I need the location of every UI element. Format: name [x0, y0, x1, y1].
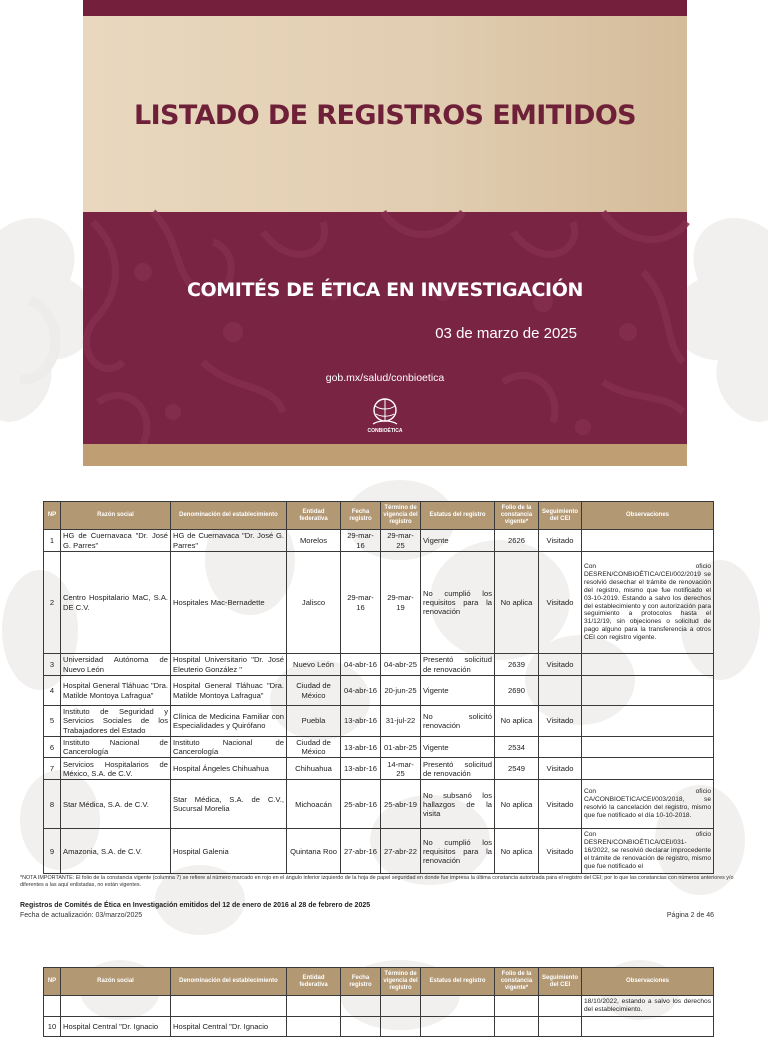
table-row [44, 676, 714, 706]
cell-razon-social: Centro Hospitalario MaC, S.A. DE C.V. [61, 552, 171, 654]
cell-np: 1 [44, 530, 61, 552]
registry-table [43, 501, 714, 874]
cell-seguimiento: Visitado [539, 706, 582, 737]
header-np: NP [44, 502, 61, 530]
cover-url: gob.mx/salud/conbioetica [325, 372, 445, 384]
cell-termino-vigencia: 01-abr-25 [381, 737, 421, 758]
cell-seguimiento: Visitado [539, 552, 582, 654]
header-folio: Folio de la constancia vigente* [495, 502, 539, 530]
header-estatus: Estatus del registro [421, 968, 495, 996]
table-row [44, 829, 714, 874]
cell-seguimiento: Visitado [539, 780, 582, 829]
table-row [44, 654, 714, 676]
cell-folio: 2549 [495, 758, 539, 780]
cell-entidad: Ciudad de México [287, 676, 341, 706]
cell-estatus: Presentó solicitud de renovación [421, 758, 495, 780]
cell-denominacion: Hospital Universitario "Dr. José Eleuterio González " [171, 654, 287, 676]
cell-np: 5 [44, 706, 61, 737]
table-row [44, 1017, 714, 1037]
header-denominacion: Denominación del establecimiento [171, 502, 287, 530]
header-folio: Folio de la constancia vigente* [495, 968, 539, 996]
cover-subtitle: COMITÉS DE ÉTICA EN INVESTIGACIÓN [187, 279, 583, 301]
cell-seguimiento [539, 1017, 582, 1037]
page-number: Página 2 de 46 [666, 912, 714, 919]
registry-page [0, 470, 768, 928]
cell-observaciones [582, 676, 714, 706]
cell-np: 4 [44, 676, 61, 706]
header-observaciones: Observaciones [582, 502, 714, 530]
cell-observaciones [582, 654, 714, 676]
cell-denominacion: Hospital Ángeles Chihuahua [171, 758, 287, 780]
cell-np [44, 996, 61, 1017]
cell-entidad: Puebla [287, 706, 341, 737]
cell-observaciones: 18/10/2022, estando a salvo los derechos del establecimiento. [582, 996, 714, 1017]
cover-logo-text: CONBIOÉTICA [367, 428, 403, 434]
footer-update-date: Fecha de actualización: 03/marzo/2025 [20, 912, 143, 919]
cell-termino-vigencia [381, 996, 421, 1017]
table-row [44, 758, 714, 780]
cell-fecha-registro: 29-mar-16 [341, 530, 381, 552]
cell-fecha-registro: 04-abr-16 [341, 676, 381, 706]
cell-denominacion: Star Médica, S.A. de C.V., Sucursal Morelia [171, 780, 287, 829]
cell-fecha-registro: 13-abr-16 [341, 737, 381, 758]
cell-fecha-registro: 29-mar-16 [341, 552, 381, 654]
cell-entidad: Chihuahua [287, 758, 341, 780]
cell-observaciones [582, 1017, 714, 1037]
cell-entidad [287, 996, 341, 1017]
cell-termino-vigencia [381, 1017, 421, 1037]
table-header-row [44, 968, 714, 996]
cell-razon-social: Universidad Autónoma de Nuevo León [61, 654, 171, 676]
cell-razon-social: Star Médica, S.A. de C.V. [61, 780, 171, 829]
cell-estatus [421, 1017, 495, 1037]
cell-fecha-registro [341, 1017, 381, 1037]
cell-observaciones [582, 530, 714, 552]
cell-estatus: No solicitó renovación [421, 706, 495, 737]
cell-entidad: Ciudad de México [287, 737, 341, 758]
cell-razon-social: Hospital Central "Dr. Ignacio [61, 1017, 171, 1037]
cell-np: 3 [44, 654, 61, 676]
header-entidad: Entidad federativa [287, 502, 341, 530]
cell-fecha-registro: 13-abr-16 [341, 706, 381, 737]
header-razon-social: Razón social [61, 968, 171, 996]
cell-observaciones: Con oficio DESREN/CONBIOÉTICA/CEI/002/2019 se resolvió desechar el trámite de renovación del registro, mismo que fue notificado el 03-10-2019. Estando a salvo los derechos del establecimiento y con autorización para seguimiento a protocolos hasta el 31/12/19, sin objeciones o solicitud de pago alguno para la transferencia a otros CEI con registro vigente. [582, 552, 714, 654]
cell-entidad: Quintana Roo [287, 829, 341, 874]
cell-fecha-registro: 25-abr-16 [341, 780, 381, 829]
cell-razon-social: HG de Cuernavaca "Dr. José G. Parres" [61, 530, 171, 552]
header-termino-vigencia: Término de vigencia del registro [381, 502, 421, 530]
cell-observaciones [582, 737, 714, 758]
cell-estatus: Vigente [421, 530, 495, 552]
cell-fecha-registro: 27-abr-16 [341, 829, 381, 874]
table-row [44, 780, 714, 829]
cell-folio: 2690 [495, 676, 539, 706]
header-fecha-registro: Fecha registro [341, 502, 381, 530]
cell-seguimiento: Visitado [539, 530, 582, 552]
cell-termino-vigencia: 31-jul-22 [381, 706, 421, 737]
cell-razon-social: Instituto Nacional de Cancerología [61, 737, 171, 758]
cell-termino-vigencia: 25-abr-19 [381, 780, 421, 829]
table-header-row [44, 502, 714, 530]
cell-np: 10 [44, 1017, 61, 1037]
cell-folio: No aplica [495, 829, 539, 874]
cell-razon-social: Instituto de Seguridad y Servicios Sociales de los Trabajadores del Estado [61, 706, 171, 737]
header-fecha-registro: Fecha registro [341, 968, 381, 996]
cell-observaciones [582, 758, 714, 780]
table-row [44, 996, 714, 1017]
cell-folio: 2626 [495, 530, 539, 552]
cell-entidad: Jalisco [287, 552, 341, 654]
cell-denominacion: Hospital Central "Dr. Ignacio [171, 1017, 287, 1037]
cell-observaciones [582, 706, 714, 737]
cover-bottom-bar [83, 444, 687, 466]
cell-seguimiento: Visitado [539, 829, 582, 874]
cell-denominacion: Hospital General Tláhuac "Dra. Matilde Montoya Lafragua" [171, 676, 287, 706]
cell-estatus: Presentó solicitud de renovación [421, 654, 495, 676]
header-entidad: Entidad federativa [287, 968, 341, 996]
cover-top-bar [83, 0, 687, 16]
table-row [44, 552, 714, 654]
cell-razon-social: Servicios Hospitalarios de México, S.A. de C.V. [61, 758, 171, 780]
table-row [44, 530, 714, 552]
cell-folio: 2639 [495, 654, 539, 676]
header-termino-vigencia: Término de vigencia del registro [381, 968, 421, 996]
cell-np: 2 [44, 552, 61, 654]
cell-fecha-registro [341, 996, 381, 1017]
cell-termino-vigencia: 14-mar-25 [381, 758, 421, 780]
cell-razon-social: Amazonia, S.A. de C.V. [61, 829, 171, 874]
cell-estatus: No cumplió los requisitos para la renovación [421, 552, 495, 654]
cell-folio: 2534 [495, 737, 539, 758]
cover-title: LISTADO DE REGISTROS EMITIDOS [133, 100, 637, 131]
header-razon-social: Razón social [61, 502, 171, 530]
registry-table-next [43, 967, 714, 1037]
cell-entidad: Nuevo León [287, 654, 341, 676]
cell-seguimiento [539, 676, 582, 706]
cell-estatus: No cumplió los requisitos para la renovación [421, 829, 495, 874]
cell-termino-vigencia: 29-mar-19 [381, 552, 421, 654]
cell-observaciones: Con oficio DESREN/CONBIOÉTICA/CEI/031-16/2022, se resolvió declarar improcedente el trámite de renovación de registro, mismo que fue notificado el [582, 829, 714, 874]
cover-banner [83, 0, 687, 466]
cell-denominacion [171, 996, 287, 1017]
cell-denominacion: Instituto Nacional de Cancerología [171, 737, 287, 758]
cell-razon-social: Hospital General Tláhuac "Dra. Matilde Montoya Lafragua" [61, 676, 171, 706]
cell-entidad: Michoacán [287, 780, 341, 829]
header-seguimiento: Seguimiento del CEI [539, 968, 582, 996]
cell-termino-vigencia: 29-mar-25 [381, 530, 421, 552]
cell-estatus: Vigente [421, 676, 495, 706]
cell-fecha-registro: 13-abr-16 [341, 758, 381, 780]
cell-seguimiento [539, 996, 582, 1017]
header-seguimiento: Seguimiento del CEI [539, 502, 582, 530]
header-denominacion: Denominación del establecimiento [171, 968, 287, 996]
cell-folio: No aplica [495, 780, 539, 829]
cell-folio [495, 1017, 539, 1037]
cell-termino-vigencia: 20-jun-25 [381, 676, 421, 706]
cell-np: 6 [44, 737, 61, 758]
cell-estatus: Vigente [421, 737, 495, 758]
cell-np: 9 [44, 829, 61, 874]
cover-date: 03 de marzo de 2025 [435, 325, 577, 342]
cell-folio: No aplica [495, 706, 539, 737]
cell-seguimiento: Visitado [539, 758, 582, 780]
cell-entidad: Morelos [287, 530, 341, 552]
table-row [44, 706, 714, 737]
cell-estatus [421, 996, 495, 1017]
cell-denominacion: Hospital Galenia [171, 829, 287, 874]
cell-termino-vigencia: 04-abr-25 [381, 654, 421, 676]
cell-folio: No aplica [495, 552, 539, 654]
cell-observaciones: Con oficio CA/CONBIOETICA/CEI/003/2018, se resolvió la cancelación del registro, mismo que fue notificado el día 10-10-2018. [582, 780, 714, 829]
cell-denominacion: HG de Cuernavaca "Dr. José G. Parres" [171, 530, 287, 552]
cell-termino-vigencia: 27-abr-22 [381, 829, 421, 874]
cell-np: 7 [44, 758, 61, 780]
header-observaciones: Observaciones [582, 968, 714, 996]
cell-folio [495, 996, 539, 1017]
cell-seguimiento [539, 737, 582, 758]
cell-denominacion: Hospitales Mac-Bernadette [171, 552, 287, 654]
cell-seguimiento: Visitado [539, 654, 582, 676]
cell-entidad [287, 1017, 341, 1037]
registry-page-next [0, 936, 768, 1031]
cell-denominacion: Clínica de Medicina Familiar con Especialidades y Quirófano [171, 706, 287, 737]
cell-estatus: No subsanó los hallazgos de la visita [421, 780, 495, 829]
important-note: *NOTA IMPORTANTE: El folio de la constancia vigente (columna 7) se refiere al número marcado en rojo en el ángulo inferior izquierdo de la hoja de papel seguridad en donde fue impresa la última constancia autorizada para el registro del CEI; por lo que las constancias con números anteriores y/o diferentes a las aquí enlistadas, no están vigentes. [20, 875, 734, 889]
footer-title: Registros de Comités de Ética en Investigación emitidos del 12 de enero de 2016 al 28 de febrero de 2025 [20, 902, 371, 909]
header-estatus: Estatus del registro [421, 502, 495, 530]
table-row [44, 737, 714, 758]
header-np: NP [44, 968, 61, 996]
cell-np: 8 [44, 780, 61, 829]
cell-fecha-registro: 04-abr-16 [341, 654, 381, 676]
cell-razon-social [61, 996, 171, 1017]
